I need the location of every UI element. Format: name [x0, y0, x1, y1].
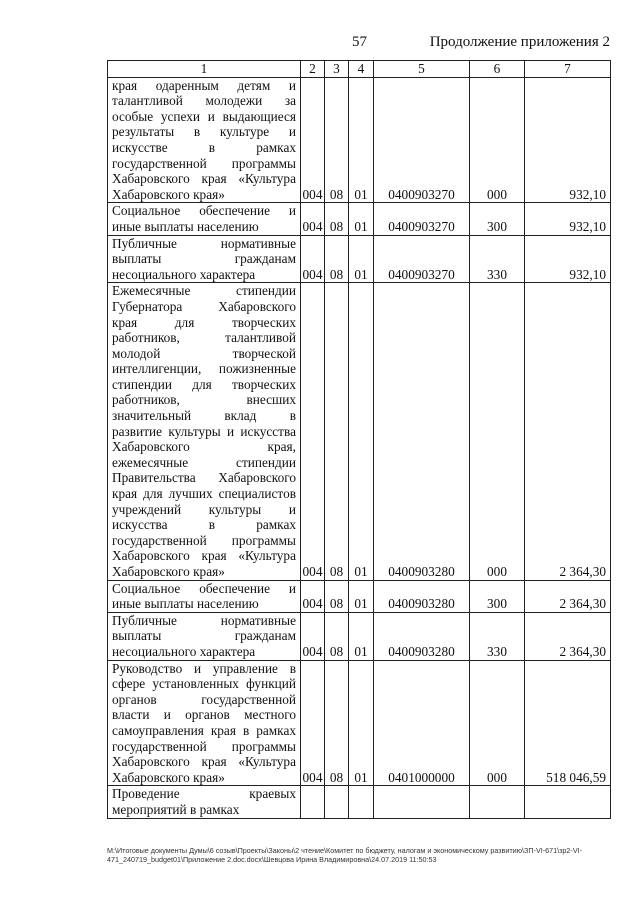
target-article-cell: 0401000000 [374, 660, 470, 786]
row-name-cell [108, 580, 301, 612]
section-code-cell: 08 [325, 77, 349, 203]
row-name-line: иные выплаты населению [112, 596, 259, 612]
expense-type-cell: 330 [470, 235, 525, 283]
table-row [108, 203, 611, 235]
row-name-line: мероприятий в рамках [112, 801, 240, 817]
row-name-line: несоциального характера [112, 266, 256, 282]
row-name-line: органов государственной [112, 691, 296, 707]
table-row [108, 283, 611, 580]
row-name-line: Хабаровского края, [112, 439, 296, 455]
row-name-line: Хабаровского края» [112, 564, 225, 579]
row-name-line: работников, талантливой [112, 330, 296, 346]
admin-code-cell [301, 786, 325, 818]
row-name-line: работников, внесших [112, 392, 296, 408]
row-name-line: интеллигенции, пожизненные [112, 361, 296, 377]
expense-type-cell: 000 [470, 660, 525, 786]
row-name-line: сфере установленных функций [112, 676, 296, 692]
row-name-line: значительный вклад в [112, 408, 296, 424]
row-name-line: Хабаровского края» [112, 186, 225, 202]
row-name-line: ежемесячные стипендии [112, 454, 296, 470]
admin-code-cell: 004 [301, 203, 325, 235]
expense-type-cell: 000 [470, 77, 525, 203]
amount-cell [525, 786, 611, 818]
expense-type-cell [470, 786, 525, 818]
row-name-line: Руководство и управление в [112, 660, 296, 676]
row-name-cell [108, 203, 301, 235]
target-article-cell: 0400903280 [374, 612, 470, 660]
column-header: 2 [301, 61, 325, 78]
row-name-cell [108, 660, 301, 786]
subsection-code-cell [349, 786, 374, 818]
row-name-line: развитие культуры и искусства [112, 423, 296, 439]
admin-code-cell: 004 [301, 612, 325, 660]
expense-type-cell: 300 [470, 203, 525, 235]
row-name-line: Губернатора Хабаровского [112, 298, 296, 314]
expense-type-cell: 330 [470, 612, 525, 660]
section-code-cell: 08 [325, 283, 349, 580]
row-name-line: власти и органов местного [112, 707, 296, 723]
row-name-line: государственной программы [112, 532, 296, 548]
row-name-cell [108, 235, 301, 283]
row-name-line: молодой творческой [112, 345, 296, 361]
subsection-code-cell: 01 [349, 203, 374, 235]
column-header: 6 [470, 61, 525, 78]
footer-line: M:\Итоговые документы Думы\6 созыв\Проекты\Законы\2 чтение\Комитет по бюджету, налогам и экономическому развитию\ЗП-VI-671\зр2-VI- [107, 846, 582, 855]
table-row [108, 612, 611, 660]
section-code-cell: 08 [325, 235, 349, 283]
row-name-line: Ежемесячные стипендии [112, 283, 296, 299]
row-name-line: края для лучших специалистов [112, 486, 296, 502]
target-article-cell: 0400903270 [374, 235, 470, 283]
expense-type-cell: 000 [470, 283, 525, 580]
row-name-line: несоциального характера [112, 643, 256, 659]
row-name-line: результаты в культуре и [112, 124, 296, 140]
row-name-line: искусства в рамках [112, 517, 296, 533]
row-name-line: выплаты гражданам [112, 628, 296, 644]
admin-code-cell: 004 [301, 235, 325, 283]
row-name-cell [108, 786, 301, 818]
budget-table [107, 60, 611, 819]
row-name-line: Хабаровского края» [112, 769, 225, 785]
page-number: 57 [352, 34, 367, 50]
amount-cell: 932,10 [525, 203, 611, 235]
column-number-row [108, 61, 611, 78]
footer-line: 471_240719_budget01\Приложение 2.doc.docx\Шевцова Ирина Владимировна\24.07.2019 11:50:53 [107, 855, 437, 864]
target-article-cell: 0400903280 [374, 580, 470, 612]
amount-cell: 932,10 [525, 235, 611, 283]
subsection-code-cell: 01 [349, 612, 374, 660]
amount-cell: 932,10 [525, 77, 611, 203]
column-header: 5 [374, 61, 470, 78]
amount-cell: 2 364,30 [525, 612, 611, 660]
subsection-code-cell: 01 [349, 283, 374, 580]
file-path-footer [107, 846, 610, 864]
row-name-line: особые успехи и выдающиеся [112, 108, 296, 124]
row-name-line: Проведение краевых [112, 786, 296, 802]
target-article-cell [374, 786, 470, 818]
row-name-line: Правительства Хабаровского [112, 470, 296, 486]
admin-code-cell: 004 [301, 660, 325, 786]
admin-code-cell: 004 [301, 283, 325, 580]
column-header: 3 [325, 61, 349, 78]
row-name-line: талантливой молодежи за [112, 93, 296, 109]
table-row [108, 235, 611, 283]
table-row [108, 660, 611, 786]
expense-type-cell: 300 [470, 580, 525, 612]
row-name-line: Публичные нормативные [112, 612, 296, 628]
amount-cell: 2 364,30 [525, 283, 611, 580]
table-row [108, 77, 611, 203]
row-name-line: Хабаровского края «Культура [112, 548, 296, 564]
row-name-line: края одаренным детям и [112, 77, 296, 93]
table-row [108, 786, 611, 818]
section-code-cell: 08 [325, 203, 349, 235]
amount-cell: 518 046,59 [525, 660, 611, 786]
row-name-line: самоуправления края в рамках [112, 722, 296, 738]
target-article-cell: 0400903270 [374, 77, 470, 203]
section-code-cell: 08 [325, 580, 349, 612]
row-name-cell [108, 77, 301, 203]
admin-code-cell: 004 [301, 580, 325, 612]
row-name-line: стипендии для творческих [112, 376, 296, 392]
row-name-line: учреждений культуры и [112, 501, 296, 517]
row-name-line: края для творческих [112, 314, 296, 330]
table-row [108, 580, 611, 612]
subsection-code-cell: 01 [349, 660, 374, 786]
row-name-line: Социальное обеспечение и [112, 203, 296, 219]
section-code-cell [325, 786, 349, 818]
row-name-line: Публичные нормативные [112, 235, 296, 251]
row-name-line: выплаты гражданам [112, 251, 296, 267]
section-code-cell: 08 [325, 612, 349, 660]
row-name-line: Хабаровского края «Культура [112, 171, 296, 187]
subsection-code-cell: 01 [349, 235, 374, 283]
row-name-line: государственной программы [112, 155, 296, 171]
target-article-cell: 0400903270 [374, 203, 470, 235]
continuation-title: Продолжение приложения 2 [429, 34, 610, 50]
row-name-cell [108, 612, 301, 660]
row-name-line: Хабаровского края «Культура [112, 754, 296, 770]
subsection-code-cell: 01 [349, 580, 374, 612]
row-name-cell [108, 283, 301, 580]
admin-code-cell: 004 [301, 77, 325, 203]
column-header: 4 [349, 61, 374, 78]
row-name-line: государственной программы [112, 738, 296, 754]
target-article-cell: 0400903280 [374, 283, 470, 580]
row-name-line: искусстве в рамках [112, 139, 296, 155]
section-code-cell: 08 [325, 660, 349, 786]
subsection-code-cell: 01 [349, 77, 374, 203]
row-name-line: Социальное обеспечение и [112, 580, 296, 596]
amount-cell: 2 364,30 [525, 580, 611, 612]
column-header: 7 [525, 61, 611, 78]
column-header: 1 [108, 61, 301, 78]
row-name-line: иные выплаты населению [112, 218, 259, 234]
